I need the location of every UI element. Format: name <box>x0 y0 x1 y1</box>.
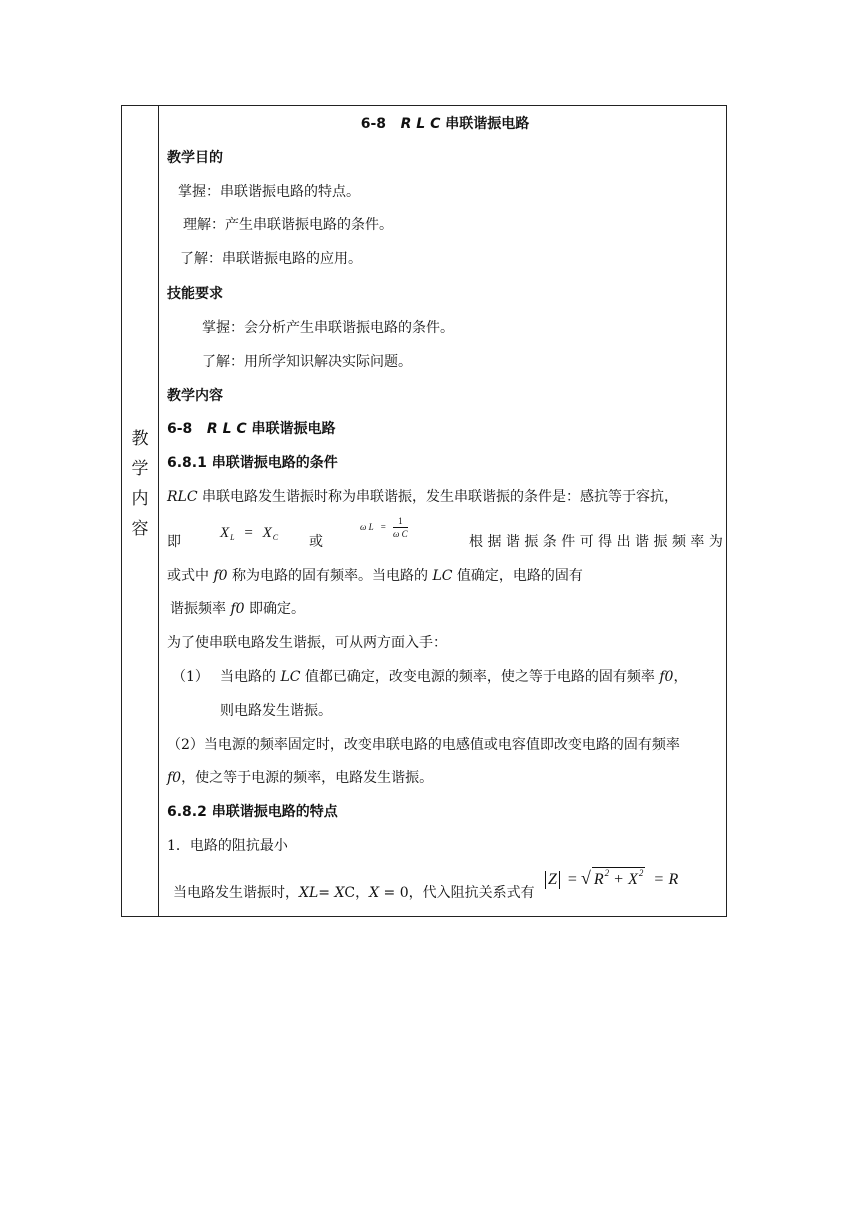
equation-xl-xc: $X_L = X_C$ <box>220 525 279 542</box>
side-char: 内 <box>131 489 149 509</box>
paragraph-or: 或 <box>309 534 323 550</box>
objective-item: 理解：产生串联谐振电路的条件。 <box>183 217 393 233</box>
list-item-cont: f0，使之等于电源的频率，电路发生谐振。 <box>167 770 434 786</box>
point-item: 1．电路的阻抗最小 <box>167 838 288 854</box>
skills-heading: 技能要求 <box>167 286 223 302</box>
side-label <box>122 424 158 544</box>
list-item: （2）当电源的频率固定时，改变串联电路的电感值或电容值即改变电路的固有频率 <box>167 737 680 753</box>
skill-item: 了解：用所学知识解决实际问题。 <box>202 354 412 370</box>
list-item-cont: 则电路发生谐振。 <box>220 703 332 719</box>
equation-omega: ω L = $\frac{1}{\text{ω C}}$ <box>360 516 408 539</box>
page-title: 6-8 R L C 串联谐振电路 <box>360 116 530 132</box>
paragraph: RLC 串联电路发生谐振时称为串联谐振，发生串联谐振的条件是：感抗等于容抗， <box>167 489 679 505</box>
list-item-number: （1） <box>172 669 209 685</box>
subsection-heading: 6.8.2 串联谐振电路的特点 <box>167 804 338 820</box>
side-char: 容 <box>131 519 149 539</box>
section-title: 6-8 R L C 串联谐振电路 <box>167 421 336 437</box>
skill-item: 掌握：会分析产生串联谐振电路的条件。 <box>202 320 454 336</box>
side-char: 学 <box>131 459 149 479</box>
paragraph-tail: 根 据 谐 振 条 件 可 得 出 谐 振 频 率 为 <box>469 534 723 550</box>
paragraph-ji: 即 <box>167 534 181 550</box>
content-heading: 教学内容 <box>167 388 223 404</box>
objective-item: 掌握：串联谐振电路的特点。 <box>178 184 360 200</box>
subsection-heading: 6.8.1 串联谐振电路的条件 <box>167 455 338 471</box>
list-item: 当电路的 LC 值都已确定，改变电源的频率，使之等于电路的固有频率 f0， <box>220 669 688 685</box>
paragraph: 或式中 f0 称为电路的固有频率。当电路的 LC 值确定，电路的固有 <box>167 568 583 584</box>
column-divider <box>158 106 159 916</box>
equation-impedance: Z = √ $R^2 + X^2 = R$ <box>545 867 678 889</box>
objectives-heading: 教学目的 <box>167 150 223 166</box>
objective-item: 了解：串联谐振电路的应用。 <box>180 251 362 267</box>
paragraph: 为了使串联电路发生谐振，可从两方面入手： <box>167 635 447 651</box>
paragraph: 当电路发生谐振时，XL= XC，X = 0，代入阻抗关系式有 <box>173 885 535 901</box>
side-char: 教 <box>131 429 149 449</box>
paragraph: 谐振频率 f0 即确定。 <box>170 601 305 617</box>
